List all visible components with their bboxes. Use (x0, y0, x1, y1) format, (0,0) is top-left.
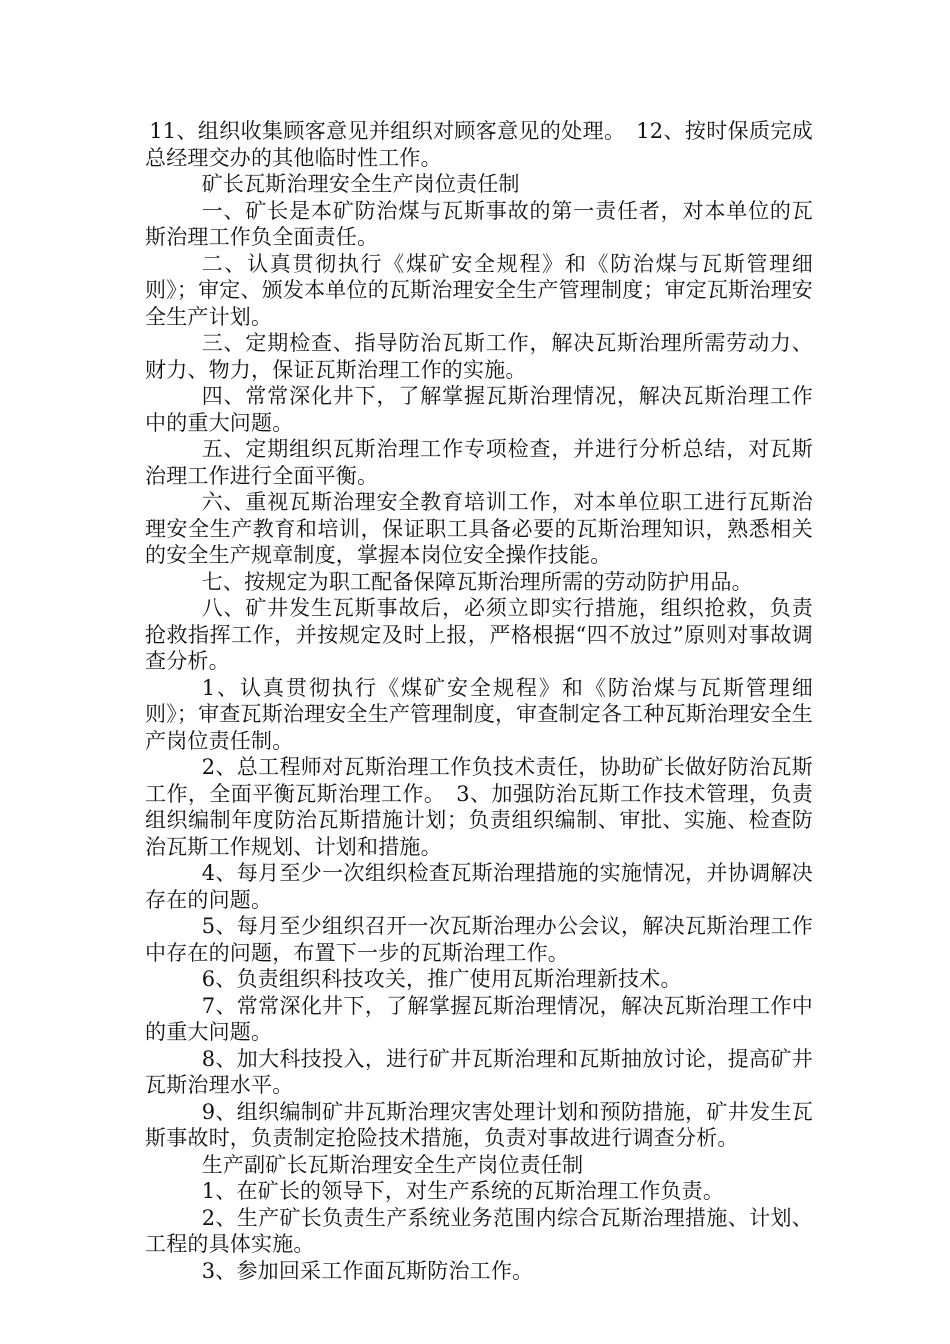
paragraph: 三、定期检查、指导防治瓦斯工作，解决瓦斯治理所需劳动力、财力、物力，保证瓦斯治理工作的实施。 (145, 331, 813, 382)
paragraph: 8、加大科技投入，进行矿井瓦斯治理和瓦斯抽放讨论，提高矿井瓦斯治理水平。 (145, 1046, 813, 1097)
paragraph: 七、按规定为职工配备保障瓦斯治理所需的劳动防护用品。 (201, 569, 753, 594)
paragraph: 5、每月至少组织召开一次瓦斯治理办公会议，解决瓦斯治理工作中存在的问题，布置下一步的瓦斯治理工作。 (145, 914, 813, 965)
paragraph: 四、常常深化井下，了解掌握瓦斯治理情况，解决瓦斯治理工作中的重大问题。 (145, 384, 813, 435)
paragraph: 2、总工程师对瓦斯治理工作负技术责任，协助矿长做好防治瓦斯工作，全面平衡瓦斯治理工作。 3、加强防治瓦斯工作技术管理，负责组织编制年度防治瓦斯措施计划；负责组织编制、审批、实施、检查防治瓦斯工作规划、计划和措施。 (145, 755, 813, 859)
paragraph: 八、矿井发生瓦斯事故后，必须立即实行措施，组织抢救，负责抢救指挥工作，并按规定及时上报，严格根据“四不放过”原则对事故调查分析。 (145, 596, 813, 673)
paragraph: 6、负责组织科技攻关，推广使用瓦斯治理新技术。 (201, 967, 682, 991)
paragraph: 1、认真贯彻执行《煤矿安全规程》和《防治煤与瓦斯管理细则》；审查瓦斯治理安全生产管理制度，审查制定各工种瓦斯治理安全生产岗位责任制。 (145, 675, 813, 753)
section-heading: 矿长瓦斯治理安全生产岗位责任制 (201, 172, 520, 196)
document-body (145, 118, 813, 1284)
paragraph: 9、组织编制矿井瓦斯治理灾害处理计划和预防措施，矿井发生瓦斯事故时，负责制定抢险技术措施，负责对事故进行调查分析。 (145, 1099, 813, 1150)
paragraph: 4、每月至少一次组织检查瓦斯治理措施的实施情况，并协调解决存在的问题。 (145, 861, 813, 912)
section-heading: 生产副矿长瓦斯治理安全生产岗位责任制 (201, 1152, 584, 1177)
paragraph: 11、组织收集顾客意见并组织对顾客意见的处理。 12、按时保质完成总经理交办的其他临时性工作。 (145, 119, 813, 170)
paragraph: 五、定期组织瓦斯治理工作专项检查，并进行分析总结，对瓦斯治理工作进行全面平衡。 (145, 437, 813, 488)
paragraph: 一、矿长是本矿防治煤与瓦斯事故的第一责任者，对本单位的瓦斯治理工作负全面责任。 (145, 198, 813, 249)
paragraph: 3、参加回采工作面瓦斯防治工作。 (201, 1258, 534, 1283)
paragraph: 二、认真贯彻执行《煤矿安全规程》和《防治煤与瓦斯管理细则》；审定、颁发本单位的瓦斯治理安全生产管理制度；审定瓦斯治理安全生产计划。 (145, 251, 813, 329)
paragraph: 1、在矿长的领导下，对生产系统的瓦斯治理工作负责。 (201, 1179, 725, 1203)
paragraph: 六、重视瓦斯治理安全教育培训工作，对本单位职工进行瓦斯治理安全生产教育和培训，保证职工具备必要的瓦斯治理知识，熟悉相关的安全生产规章制度，掌握本岗位安全操作技能。 (145, 490, 813, 567)
paragraph: 2、生产矿长负责生产系统业务范围内综合瓦斯治理措施、计划、工程的具体实施。 (145, 1205, 813, 1256)
paragraph: 7、常常深化井下，了解掌握瓦斯治理情况，解决瓦斯治理工作中的重大问题。 (145, 993, 813, 1044)
